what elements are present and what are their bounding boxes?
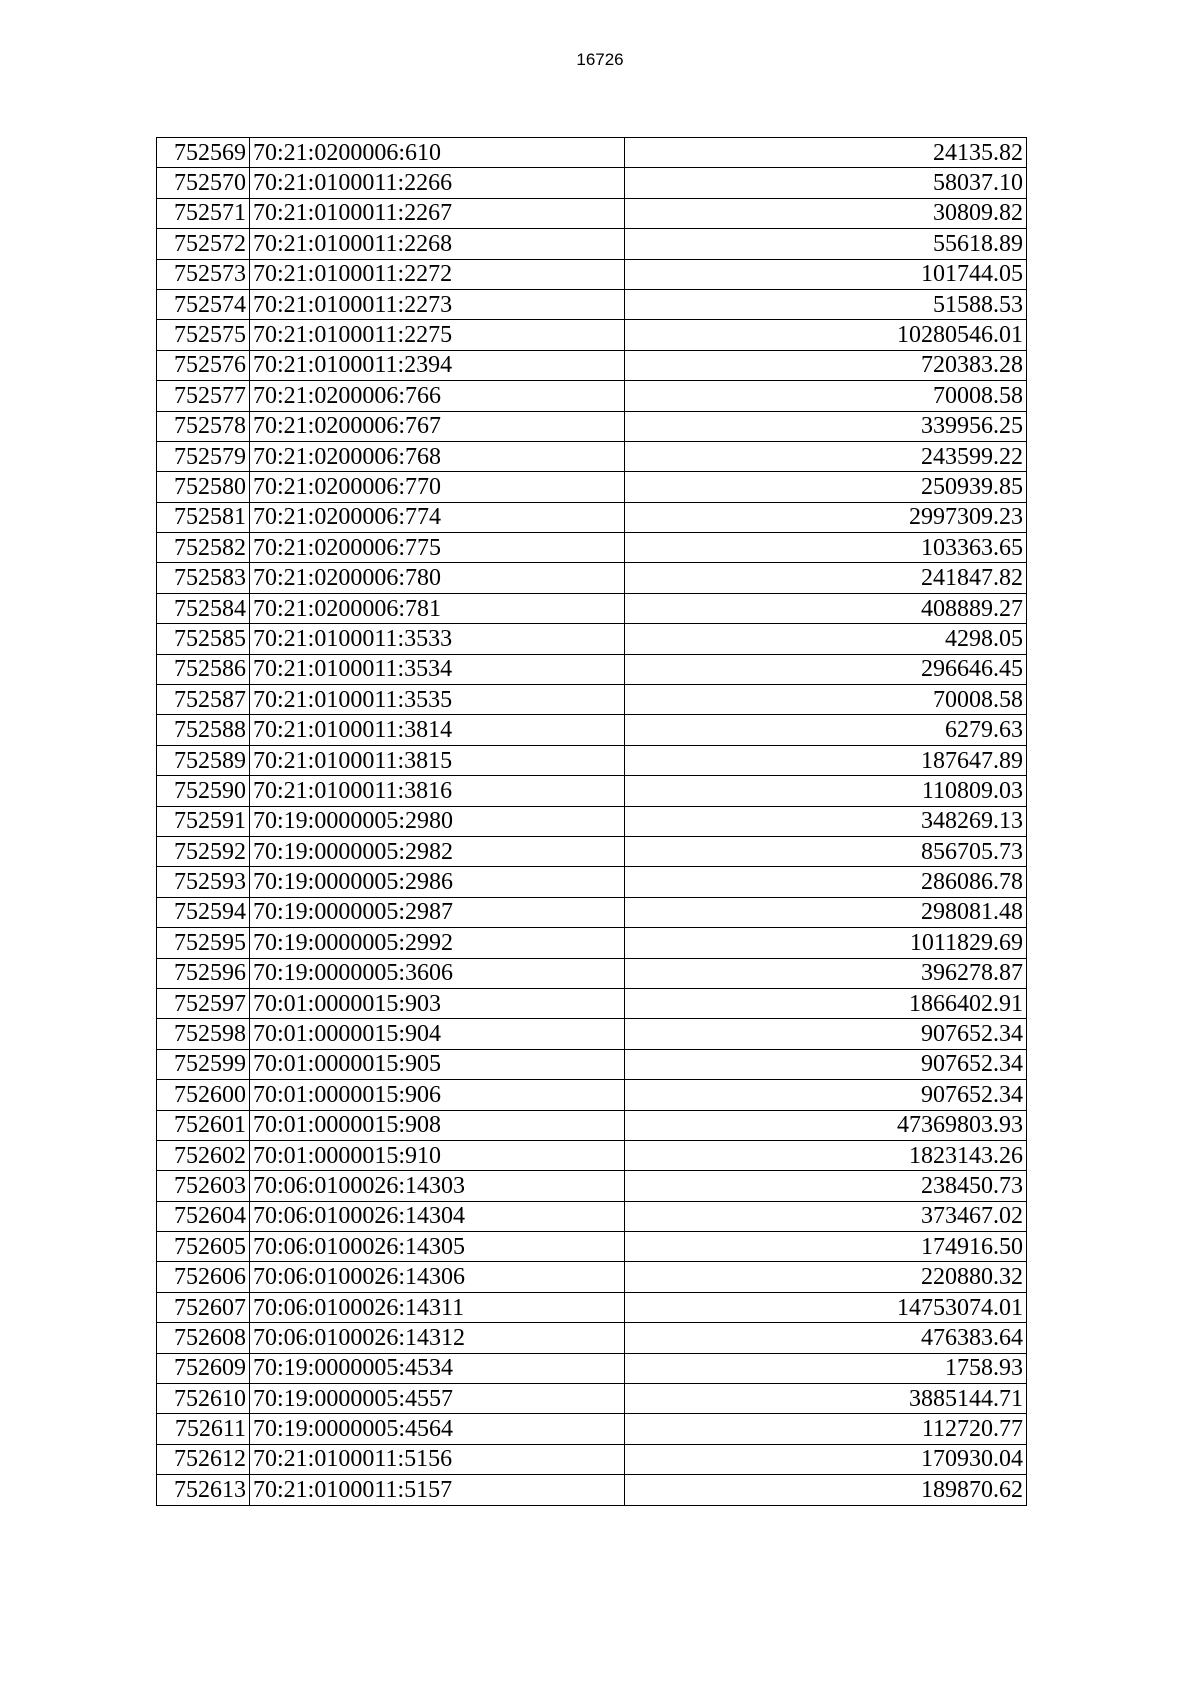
row-id-cell: 752613 [157,1475,250,1505]
table-row [157,1171,1027,1201]
row-id-cell: 752588 [157,715,250,745]
table-row [157,198,1027,228]
cadastral-number-cell: 70:21:0100011:2272 [250,259,625,289]
row-id-cell: 752603 [157,1171,250,1201]
value-cell: 170930.04 [625,1444,1027,1474]
row-id-cell: 752582 [157,533,250,563]
table-row [157,502,1027,532]
row-id-cell: 752597 [157,988,250,1018]
value-cell: 476383.64 [625,1323,1027,1353]
row-id-cell: 752592 [157,836,250,866]
table-row [157,776,1027,806]
table-row [157,350,1027,380]
row-id-cell: 752584 [157,593,250,623]
value-cell: 373467.02 [625,1201,1027,1231]
row-id-cell: 752585 [157,624,250,654]
value-cell: 296646.45 [625,654,1027,684]
table-row [157,654,1027,684]
value-cell: 10280546.01 [625,320,1027,350]
table-row [157,988,1027,1018]
cadastral-number-cell: 70:21:0100011:5156 [250,1444,625,1474]
row-id-cell: 752579 [157,441,250,471]
table-row [157,1414,1027,1444]
row-id-cell: 752577 [157,381,250,411]
table-row [157,806,1027,836]
row-id-cell: 752595 [157,928,250,958]
cadastral-number-cell: 70:19:0000005:4557 [250,1384,625,1414]
value-cell: 103363.65 [625,533,1027,563]
cadastral-number-cell: 70:19:0000005:2982 [250,836,625,866]
table-row [157,958,1027,988]
cadastral-number-cell: 70:21:0100011:2267 [250,198,625,228]
row-id-cell: 752611 [157,1414,250,1444]
value-cell: 907652.34 [625,1080,1027,1110]
row-id-cell: 752572 [157,229,250,259]
row-id-cell: 752580 [157,472,250,502]
row-id-cell: 752601 [157,1110,250,1140]
cadastral-number-cell: 70:06:0100026:14305 [250,1232,625,1262]
value-cell: 110809.03 [625,776,1027,806]
table-row [157,229,1027,259]
value-cell: 174916.50 [625,1232,1027,1262]
cadastral-number-cell: 70:21:0100011:5157 [250,1475,625,1505]
table-row [157,1292,1027,1322]
row-id-cell: 752573 [157,259,250,289]
value-cell: 51588.53 [625,289,1027,319]
cadastral-number-cell: 70:21:0200006:610 [250,138,625,168]
row-id-cell: 752583 [157,563,250,593]
value-cell: 250939.85 [625,472,1027,502]
cadastral-value-table [156,137,1027,1506]
table-row [157,593,1027,623]
table-row [157,168,1027,198]
value-cell: 187647.89 [625,745,1027,775]
row-id-cell: 752612 [157,1444,250,1474]
cadastral-number-cell: 70:01:0000015:906 [250,1080,625,1110]
table-row [157,138,1027,168]
value-cell: 220880.32 [625,1262,1027,1292]
table-row [157,381,1027,411]
value-cell: 1866402.91 [625,988,1027,1018]
row-id-cell: 752602 [157,1140,250,1170]
row-id-cell: 752574 [157,289,250,319]
row-id-cell: 752575 [157,320,250,350]
row-id-cell: 752586 [157,654,250,684]
value-cell: 856705.73 [625,836,1027,866]
row-id-cell: 752571 [157,198,250,228]
cadastral-number-cell: 70:21:0100011:3816 [250,776,625,806]
cadastral-number-cell: 70:21:0100011:2266 [250,168,625,198]
row-id-cell: 752599 [157,1049,250,1079]
table-row [157,1323,1027,1353]
value-cell: 6279.63 [625,715,1027,745]
value-cell: 24135.82 [625,138,1027,168]
table-row [157,1262,1027,1292]
row-id-cell: 752569 [157,138,250,168]
value-cell: 298081.48 [625,897,1027,927]
table-row [157,259,1027,289]
cadastral-number-cell: 70:21:0200006:780 [250,563,625,593]
cadastral-number-cell: 70:21:0100011:3815 [250,745,625,775]
cadastral-number-cell: 70:21:0100011:3814 [250,715,625,745]
value-cell: 720383.28 [625,350,1027,380]
table-row [157,745,1027,775]
value-cell: 3885144.71 [625,1384,1027,1414]
page-number: 16726 [576,50,624,69]
table-row [157,928,1027,958]
cadastral-number-cell: 70:06:0100026:14304 [250,1201,625,1231]
table-row [157,1232,1027,1262]
table-row [157,1475,1027,1505]
cadastral-number-cell: 70:06:0100026:14303 [250,1171,625,1201]
table-body [157,138,1027,1506]
value-cell: 408889.27 [625,593,1027,623]
value-cell: 30809.82 [625,198,1027,228]
table-row [157,1353,1027,1383]
table-row [157,411,1027,441]
table-row [157,685,1027,715]
table-row [157,1201,1027,1231]
value-cell: 286086.78 [625,867,1027,897]
value-cell: 243599.22 [625,441,1027,471]
value-cell: 112720.77 [625,1414,1027,1444]
table-row [157,624,1027,654]
cadastral-number-cell: 70:01:0000015:904 [250,1019,625,1049]
row-id-cell: 752607 [157,1292,250,1322]
row-id-cell: 752593 [157,867,250,897]
value-cell: 396278.87 [625,958,1027,988]
value-cell: 14753074.01 [625,1292,1027,1322]
row-id-cell: 752608 [157,1323,250,1353]
value-cell: 907652.34 [625,1049,1027,1079]
table-row [157,1019,1027,1049]
row-id-cell: 752581 [157,502,250,532]
row-id-cell: 752605 [157,1232,250,1262]
cadastral-number-cell: 70:21:0200006:770 [250,472,625,502]
table-row [157,320,1027,350]
value-cell: 2997309.23 [625,502,1027,532]
value-cell: 55618.89 [625,229,1027,259]
value-cell: 47369803.93 [625,1110,1027,1140]
value-cell: 1011829.69 [625,928,1027,958]
cadastral-number-cell: 70:01:0000015:905 [250,1049,625,1079]
row-id-cell: 752590 [157,776,250,806]
table-row [157,715,1027,745]
table-row [157,1110,1027,1140]
cadastral-number-cell: 70:21:0200006:766 [250,381,625,411]
cadastral-number-cell: 70:21:0100011:3535 [250,685,625,715]
cadastral-number-cell: 70:19:0000005:2986 [250,867,625,897]
cadastral-number-cell: 70:21:0100011:2273 [250,289,625,319]
value-cell: 58037.10 [625,168,1027,198]
row-id-cell: 752576 [157,350,250,380]
table-row [157,1049,1027,1079]
cadastral-number-cell: 70:19:0000005:2987 [250,897,625,927]
value-cell: 1823143.26 [625,1140,1027,1170]
row-id-cell: 752598 [157,1019,250,1049]
value-cell: 348269.13 [625,806,1027,836]
row-id-cell: 752570 [157,168,250,198]
table-row [157,472,1027,502]
row-id-cell: 752596 [157,958,250,988]
cadastral-number-cell: 70:21:0100011:2268 [250,229,625,259]
cadastral-number-cell: 70:01:0000015:910 [250,1140,625,1170]
row-id-cell: 752591 [157,806,250,836]
cadastral-number-cell: 70:21:0200006:781 [250,593,625,623]
cadastral-number-cell: 70:19:0000005:4564 [250,1414,625,1444]
cadastral-number-cell: 70:21:0100011:3534 [250,654,625,684]
cadastral-number-cell: 70:06:0100026:14306 [250,1262,625,1292]
cadastral-number-cell: 70:19:0000005:2980 [250,806,625,836]
table-row [157,289,1027,319]
value-cell: 339956.25 [625,411,1027,441]
row-id-cell: 752594 [157,897,250,927]
cadastral-number-cell: 70:01:0000015:908 [250,1110,625,1140]
value-cell: 1758.93 [625,1353,1027,1383]
table-row [157,1080,1027,1110]
cadastral-number-cell: 70:21:0200006:774 [250,502,625,532]
row-id-cell: 752606 [157,1262,250,1292]
table-row [157,867,1027,897]
value-cell: 70008.58 [625,381,1027,411]
table-row [157,897,1027,927]
row-id-cell: 752600 [157,1080,250,1110]
row-id-cell: 752578 [157,411,250,441]
cadastral-number-cell: 70:21:0200006:767 [250,411,625,441]
row-id-cell: 752604 [157,1201,250,1231]
cadastral-number-cell: 70:06:0100026:14312 [250,1323,625,1353]
table-row [157,563,1027,593]
table-row [157,1444,1027,1474]
cadastral-number-cell: 70:21:0100011:2394 [250,350,625,380]
row-id-cell: 752587 [157,685,250,715]
value-cell: 101744.05 [625,259,1027,289]
cadastral-number-cell: 70:19:0000005:3606 [250,958,625,988]
table-row [157,836,1027,866]
value-cell: 4298.05 [625,624,1027,654]
table-row [157,441,1027,471]
table-row [157,533,1027,563]
row-id-cell: 752589 [157,745,250,775]
cadastral-number-cell: 70:21:0200006:775 [250,533,625,563]
cadastral-number-cell: 70:21:0100011:2275 [250,320,625,350]
value-cell: 907652.34 [625,1019,1027,1049]
table-row [157,1384,1027,1414]
cadastral-number-cell: 70:01:0000015:903 [250,988,625,1018]
cadastral-number-cell: 70:21:0100011:3533 [250,624,625,654]
cadastral-number-cell: 70:21:0200006:768 [250,441,625,471]
row-id-cell: 752609 [157,1353,250,1383]
value-cell: 189870.62 [625,1475,1027,1505]
cadastral-number-cell: 70:19:0000005:2992 [250,928,625,958]
value-cell: 70008.58 [625,685,1027,715]
value-cell: 238450.73 [625,1171,1027,1201]
cadastral-number-cell: 70:06:0100026:14311 [250,1292,625,1322]
row-id-cell: 752610 [157,1384,250,1414]
cadastral-number-cell: 70:19:0000005:4534 [250,1353,625,1383]
table-row [157,1140,1027,1170]
value-cell: 241847.82 [625,563,1027,593]
